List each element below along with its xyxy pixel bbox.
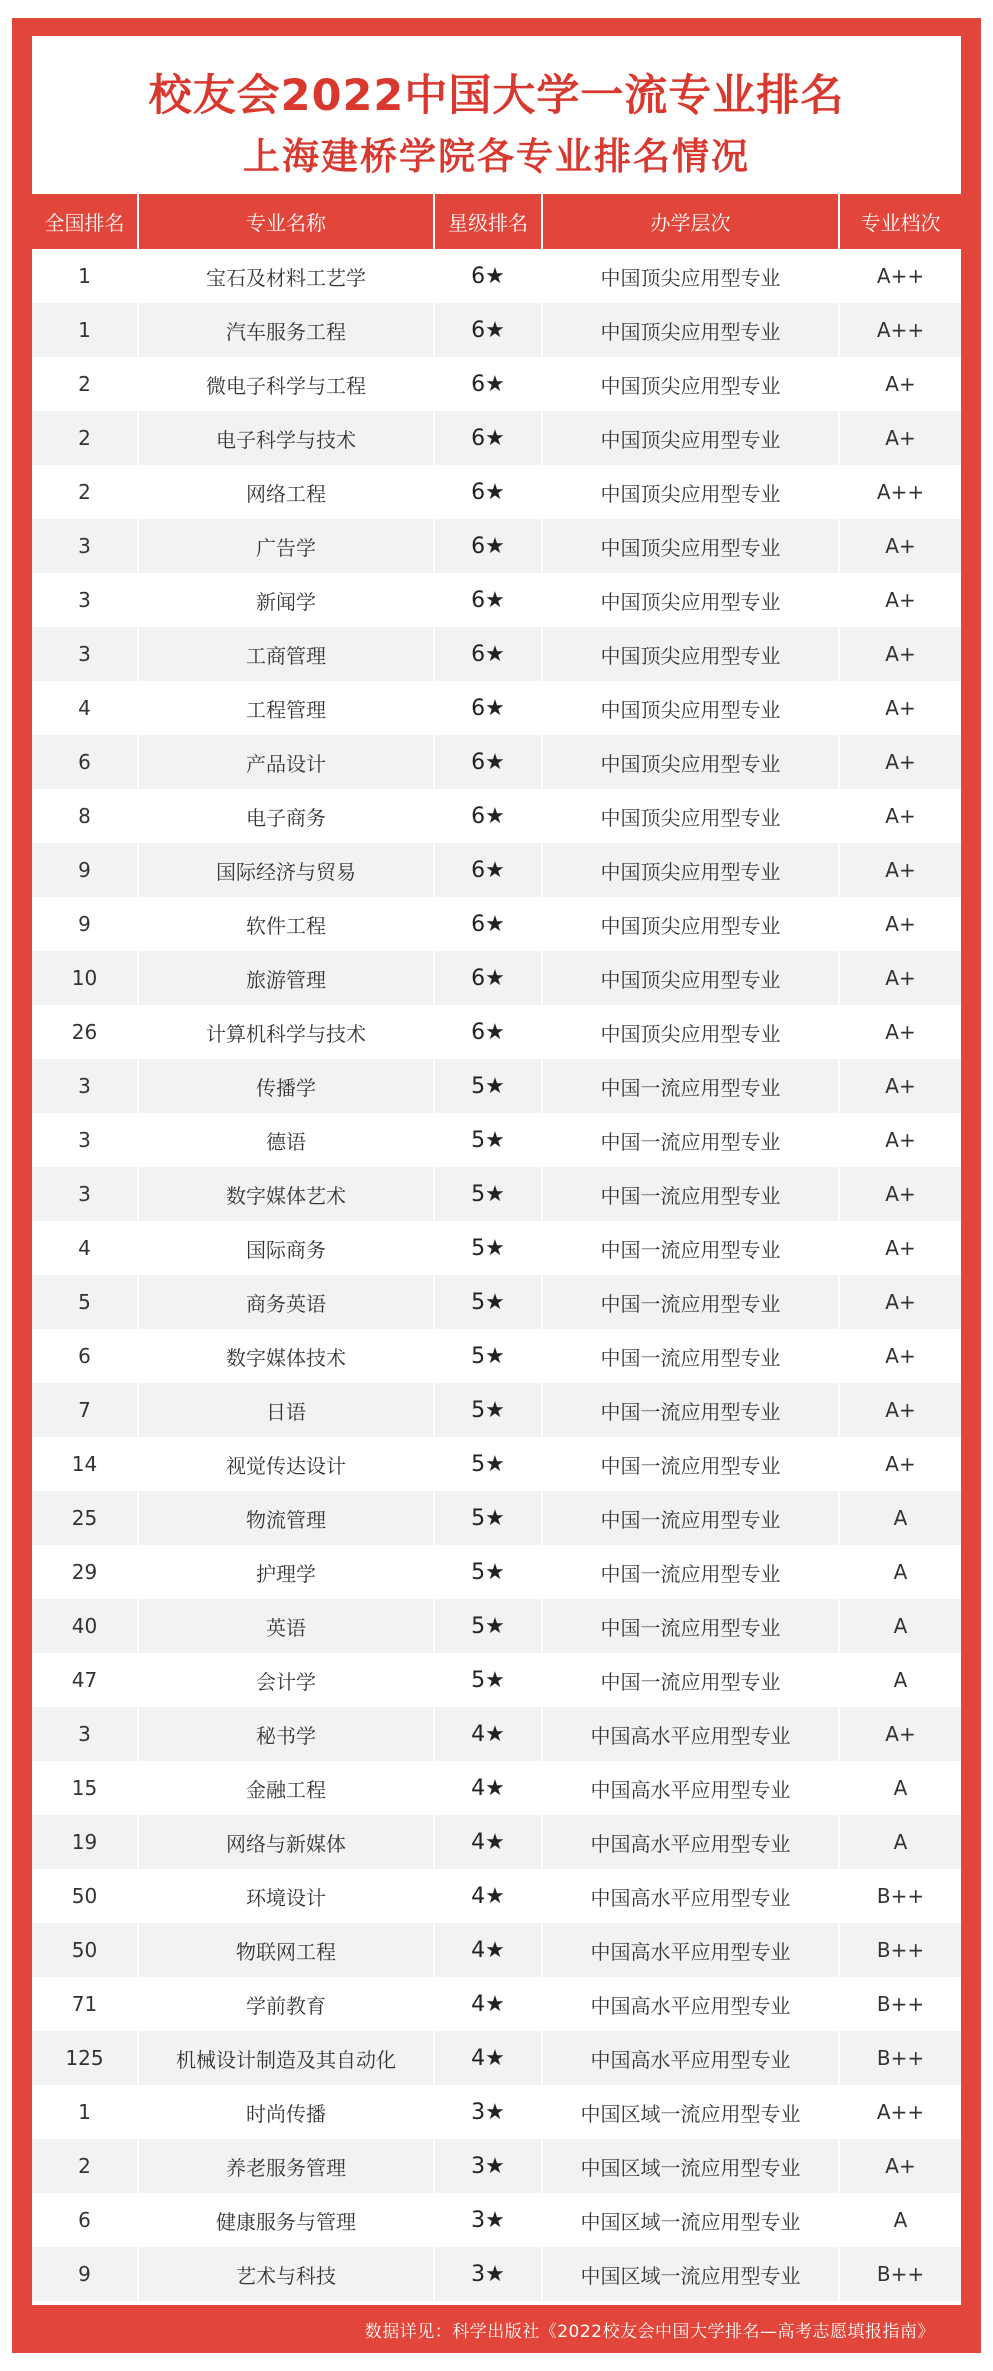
- frame-top: [12, 18, 981, 36]
- level-cell: 中国顶尖应用型专业: [542, 627, 839, 681]
- star-cell: 5★: [434, 1545, 542, 1599]
- table-row: [32, 1221, 961, 1275]
- star-cell: 6★: [434, 357, 542, 411]
- rank-cell: 3: [32, 573, 138, 627]
- star-cell: 5★: [434, 1653, 542, 1707]
- major-cell: 宝石及材料工艺学: [138, 249, 434, 303]
- grade-cell: B++: [839, 1869, 961, 1923]
- level-cell: 中国一流应用型专业: [542, 1653, 839, 1707]
- grade-cell: A++: [839, 2085, 961, 2139]
- table-row: [32, 1761, 961, 1815]
- rank-cell: 8: [32, 789, 138, 843]
- table-row: [32, 1545, 961, 1599]
- rank-cell: 3: [32, 1059, 138, 1113]
- rank-cell: 3: [32, 1707, 138, 1761]
- rank-cell: 125: [32, 2031, 138, 2085]
- level-cell: 中国一流应用型专业: [542, 1275, 839, 1329]
- level-cell: 中国区域一流应用型专业: [542, 2247, 839, 2301]
- grade-cell: B++: [839, 1923, 961, 1977]
- level-cell: 中国顶尖应用型专业: [542, 249, 839, 303]
- major-cell: 国际经济与贸易: [138, 843, 434, 897]
- level-cell: 中国一流应用型专业: [542, 1545, 839, 1599]
- rank-cell: 50: [32, 1923, 138, 1977]
- star-cell: 3★: [434, 2085, 542, 2139]
- major-cell: 会计学: [138, 1653, 434, 1707]
- major-cell: 视觉传达设计: [138, 1437, 434, 1491]
- major-cell: 学前教育: [138, 1977, 434, 2031]
- star-cell: 6★: [434, 897, 542, 951]
- grade-cell: B++: [839, 2031, 961, 2085]
- major-cell: 时尚传播: [138, 2085, 434, 2139]
- rank-cell: 50: [32, 1869, 138, 1923]
- table-row: [32, 1059, 961, 1113]
- table-row: [32, 1815, 961, 1869]
- major-cell: 数字媒体技术: [138, 1329, 434, 1383]
- grade-cell: A+: [839, 1275, 961, 1329]
- rank-cell: 3: [32, 1113, 138, 1167]
- sub-title: 上海建桥学院各专业排名情况: [243, 135, 750, 178]
- major-cell: 工程管理: [138, 681, 434, 735]
- table-row: [32, 1275, 961, 1329]
- grade-cell: A: [839, 1545, 961, 1599]
- table-row: [32, 1491, 961, 1545]
- major-cell: 新闻学: [138, 573, 434, 627]
- major-cell: 环境设计: [138, 1869, 434, 1923]
- rank-cell: 3: [32, 519, 138, 573]
- grade-cell: A+: [839, 519, 961, 573]
- rank-cell: 26: [32, 1005, 138, 1059]
- star-cell: 6★: [434, 735, 542, 789]
- source-note: 数据详见：科学出版社《2022校友会中国大学排名—高考志愿填报指南》: [364, 2321, 935, 2342]
- grade-cell: A: [839, 1491, 961, 1545]
- level-cell: 中国一流应用型专业: [542, 1329, 839, 1383]
- rank-cell: 29: [32, 1545, 138, 1599]
- table-body: [32, 249, 961, 2301]
- level-cell: 中国顶尖应用型专业: [542, 303, 839, 357]
- main-title: 校友会2022中国大学一流专业排名: [148, 71, 845, 121]
- level-cell: 中国顶尖应用型专业: [542, 411, 839, 465]
- level-cell: 中国顶尖应用型专业: [542, 681, 839, 735]
- grade-cell: A: [839, 1761, 961, 1815]
- major-cell: 艺术与科技: [138, 2247, 434, 2301]
- table-row: [32, 1437, 961, 1491]
- rank-cell: 2: [32, 357, 138, 411]
- star-cell: 4★: [434, 2031, 542, 2085]
- table-row: [32, 1329, 961, 1383]
- table-row: [32, 1599, 961, 1653]
- table-row: [32, 2031, 961, 2085]
- rank-cell: 7: [32, 1383, 138, 1437]
- level-cell: 中国顶尖应用型专业: [542, 1005, 839, 1059]
- star-cell: 6★: [434, 1005, 542, 1059]
- grade-cell: A+: [839, 1059, 961, 1113]
- level-cell: 中国顶尖应用型专业: [542, 951, 839, 1005]
- rank-cell: 6: [32, 1329, 138, 1383]
- major-cell: 国际商务: [138, 1221, 434, 1275]
- star-cell: 6★: [434, 465, 542, 519]
- header-major-name: 专业名称: [138, 194, 434, 249]
- major-cell: 软件工程: [138, 897, 434, 951]
- grade-cell: B++: [839, 2247, 961, 2301]
- major-cell: 日语: [138, 1383, 434, 1437]
- table-row: [32, 465, 961, 519]
- table-row: [32, 681, 961, 735]
- content-panel: [32, 36, 961, 2305]
- table-row: [32, 357, 961, 411]
- rank-cell: 71: [32, 1977, 138, 2031]
- table-row: [32, 789, 961, 843]
- level-cell: 中国高水平应用型专业: [542, 1869, 839, 1923]
- level-cell: 中国顶尖应用型专业: [542, 465, 839, 519]
- table-row: [32, 1167, 961, 1221]
- grade-cell: A+: [839, 627, 961, 681]
- level-cell: 中国顶尖应用型专业: [542, 735, 839, 789]
- table-row: [32, 303, 961, 357]
- table-row: [32, 1113, 961, 1167]
- grade-cell: A+: [839, 951, 961, 1005]
- header-grade: 专业档次: [839, 194, 961, 249]
- table-row: [32, 2139, 961, 2193]
- grade-cell: A: [839, 1653, 961, 1707]
- level-cell: 中国顶尖应用型专业: [542, 897, 839, 951]
- grade-cell: A+: [839, 411, 961, 465]
- major-cell: 金融工程: [138, 1761, 434, 1815]
- level-cell: 中国区域一流应用型专业: [542, 2085, 839, 2139]
- star-cell: 6★: [434, 789, 542, 843]
- grade-cell: A++: [839, 303, 961, 357]
- star-cell: 5★: [434, 1167, 542, 1221]
- major-cell: 数字媒体艺术: [138, 1167, 434, 1221]
- major-cell: 商务英语: [138, 1275, 434, 1329]
- star-cell: 5★: [434, 1437, 542, 1491]
- level-cell: 中国区域一流应用型专业: [542, 2139, 839, 2193]
- rank-cell: 1: [32, 249, 138, 303]
- rank-cell: 3: [32, 627, 138, 681]
- star-cell: 3★: [434, 2193, 542, 2247]
- grade-cell: A++: [839, 249, 961, 303]
- level-cell: 中国高水平应用型专业: [542, 1761, 839, 1815]
- star-cell: 6★: [434, 249, 542, 303]
- star-cell: 5★: [434, 1221, 542, 1275]
- level-cell: 中国高水平应用型专业: [542, 1815, 839, 1869]
- star-cell: 5★: [434, 1599, 542, 1653]
- rank-cell: 3: [32, 1167, 138, 1221]
- star-cell: 6★: [434, 411, 542, 465]
- level-cell: 中国顶尖应用型专业: [542, 357, 839, 411]
- grade-cell: A+: [839, 2139, 961, 2193]
- major-cell: 物流管理: [138, 1491, 434, 1545]
- star-cell: 6★: [434, 951, 542, 1005]
- star-cell: 4★: [434, 1869, 542, 1923]
- major-cell: 健康服务与管理: [138, 2193, 434, 2247]
- major-cell: 传播学: [138, 1059, 434, 1113]
- table-row: [32, 2247, 961, 2301]
- level-cell: 中国顶尖应用型专业: [542, 843, 839, 897]
- level-cell: 中国一流应用型专业: [542, 1491, 839, 1545]
- header-star-rank: 星级排名: [434, 194, 542, 249]
- rank-cell: 1: [32, 303, 138, 357]
- rank-cell: 4: [32, 1221, 138, 1275]
- frame-left: [12, 18, 32, 2353]
- star-cell: 6★: [434, 573, 542, 627]
- star-cell: 6★: [434, 303, 542, 357]
- table-row: [32, 411, 961, 465]
- star-cell: 6★: [434, 627, 542, 681]
- major-cell: 秘书学: [138, 1707, 434, 1761]
- star-cell: 5★: [434, 1059, 542, 1113]
- major-cell: 物联网工程: [138, 1923, 434, 1977]
- grade-cell: A+: [839, 1005, 961, 1059]
- grade-cell: A++: [839, 465, 961, 519]
- rank-cell: 2: [32, 2139, 138, 2193]
- footer-band: [12, 2305, 981, 2353]
- table-row: [32, 843, 961, 897]
- major-cell: 养老服务管理: [138, 2139, 434, 2193]
- table-row: [32, 249, 961, 303]
- level-cell: 中国高水平应用型专业: [542, 1707, 839, 1761]
- rank-cell: 15: [32, 1761, 138, 1815]
- level-cell: 中国顶尖应用型专业: [542, 573, 839, 627]
- table-row: [32, 2193, 961, 2247]
- rank-cell: 47: [32, 1653, 138, 1707]
- grade-cell: A+: [839, 1707, 961, 1761]
- level-cell: 中国高水平应用型专业: [542, 1923, 839, 1977]
- level-cell: 中国一流应用型专业: [542, 1383, 839, 1437]
- level-cell: 中国一流应用型专业: [542, 1599, 839, 1653]
- rank-cell: 2: [32, 411, 138, 465]
- grade-cell: A+: [839, 1383, 961, 1437]
- star-cell: 3★: [434, 2247, 542, 2301]
- table-row: [32, 573, 961, 627]
- level-cell: 中国高水平应用型专业: [542, 1977, 839, 2031]
- star-cell: 5★: [434, 1113, 542, 1167]
- level-cell: 中国高水平应用型专业: [542, 2031, 839, 2085]
- table-row: [32, 897, 961, 951]
- star-cell: 6★: [434, 681, 542, 735]
- rank-cell: 5: [32, 1275, 138, 1329]
- rank-cell: 9: [32, 843, 138, 897]
- level-cell: 中国一流应用型专业: [542, 1059, 839, 1113]
- star-cell: 5★: [434, 1329, 542, 1383]
- table-row: [32, 1383, 961, 1437]
- level-cell: 中国区域一流应用型专业: [542, 2193, 839, 2247]
- major-cell: 广告学: [138, 519, 434, 573]
- level-cell: 中国顶尖应用型专业: [542, 519, 839, 573]
- table-row: [32, 1923, 961, 1977]
- header-level: 办学层次: [542, 194, 839, 249]
- star-cell: 5★: [434, 1275, 542, 1329]
- rank-cell: 10: [32, 951, 138, 1005]
- major-cell: 德语: [138, 1113, 434, 1167]
- grade-cell: A: [839, 2193, 961, 2247]
- star-cell: 5★: [434, 1383, 542, 1437]
- table-row: [32, 627, 961, 681]
- table-header-row: [32, 194, 961, 249]
- rank-cell: 14: [32, 1437, 138, 1491]
- table-row: [32, 951, 961, 1005]
- star-cell: 5★: [434, 1491, 542, 1545]
- grade-cell: A+: [839, 573, 961, 627]
- major-cell: 产品设计: [138, 735, 434, 789]
- grade-cell: A+: [839, 843, 961, 897]
- table-row: [32, 1977, 961, 2031]
- frame-right: [961, 18, 981, 2353]
- ranking-table: [32, 194, 961, 2301]
- level-cell: 中国一流应用型专业: [542, 1437, 839, 1491]
- star-cell: 4★: [434, 1707, 542, 1761]
- star-cell: 4★: [434, 1977, 542, 2031]
- major-cell: 机械设计制造及其自动化: [138, 2031, 434, 2085]
- level-cell: 中国一流应用型专业: [542, 1221, 839, 1275]
- grade-cell: A+: [839, 1437, 961, 1491]
- table-row: [32, 519, 961, 573]
- table-row: [32, 1707, 961, 1761]
- table-row: [32, 2085, 961, 2139]
- star-cell: 3★: [434, 2139, 542, 2193]
- major-cell: 电子商务: [138, 789, 434, 843]
- grade-cell: A+: [839, 789, 961, 843]
- grade-cell: A+: [839, 357, 961, 411]
- table-row: [32, 735, 961, 789]
- major-cell: 电子科学与技术: [138, 411, 434, 465]
- rank-cell: 4: [32, 681, 138, 735]
- major-cell: 工商管理: [138, 627, 434, 681]
- major-cell: 网络工程: [138, 465, 434, 519]
- major-cell: 微电子科学与工程: [138, 357, 434, 411]
- grade-cell: A+: [839, 1167, 961, 1221]
- major-cell: 计算机科学与技术: [138, 1005, 434, 1059]
- major-cell: 汽车服务工程: [138, 303, 434, 357]
- grade-cell: A: [839, 1599, 961, 1653]
- level-cell: 中国一流应用型专业: [542, 1113, 839, 1167]
- star-cell: 6★: [434, 843, 542, 897]
- grade-cell: B++: [839, 1977, 961, 2031]
- header-national-rank: 全国排名: [32, 194, 138, 249]
- major-cell: 护理学: [138, 1545, 434, 1599]
- table-row: [32, 1653, 961, 1707]
- grade-cell: A: [839, 1815, 961, 1869]
- rank-cell: 40: [32, 1599, 138, 1653]
- star-cell: 6★: [434, 519, 542, 573]
- star-cell: 4★: [434, 1923, 542, 1977]
- rank-cell: 9: [32, 897, 138, 951]
- rank-cell: 6: [32, 2193, 138, 2247]
- rank-cell: 2: [32, 465, 138, 519]
- grade-cell: A+: [839, 1221, 961, 1275]
- rank-cell: 25: [32, 1491, 138, 1545]
- major-cell: 网络与新媒体: [138, 1815, 434, 1869]
- rank-cell: 9: [32, 2247, 138, 2301]
- rank-cell: 6: [32, 735, 138, 789]
- grade-cell: A+: [839, 735, 961, 789]
- star-cell: 4★: [434, 1815, 542, 1869]
- rank-cell: 1: [32, 2085, 138, 2139]
- major-cell: 旅游管理: [138, 951, 434, 1005]
- table-row: [32, 1869, 961, 1923]
- grade-cell: A+: [839, 1329, 961, 1383]
- table-row: [32, 1005, 961, 1059]
- grade-cell: A+: [839, 1113, 961, 1167]
- star-cell: 4★: [434, 1761, 542, 1815]
- major-cell: 英语: [138, 1599, 434, 1653]
- level-cell: 中国一流应用型专业: [542, 1167, 839, 1221]
- grade-cell: A+: [839, 681, 961, 735]
- rank-cell: 19: [32, 1815, 138, 1869]
- level-cell: 中国顶尖应用型专业: [542, 789, 839, 843]
- grade-cell: A+: [839, 897, 961, 951]
